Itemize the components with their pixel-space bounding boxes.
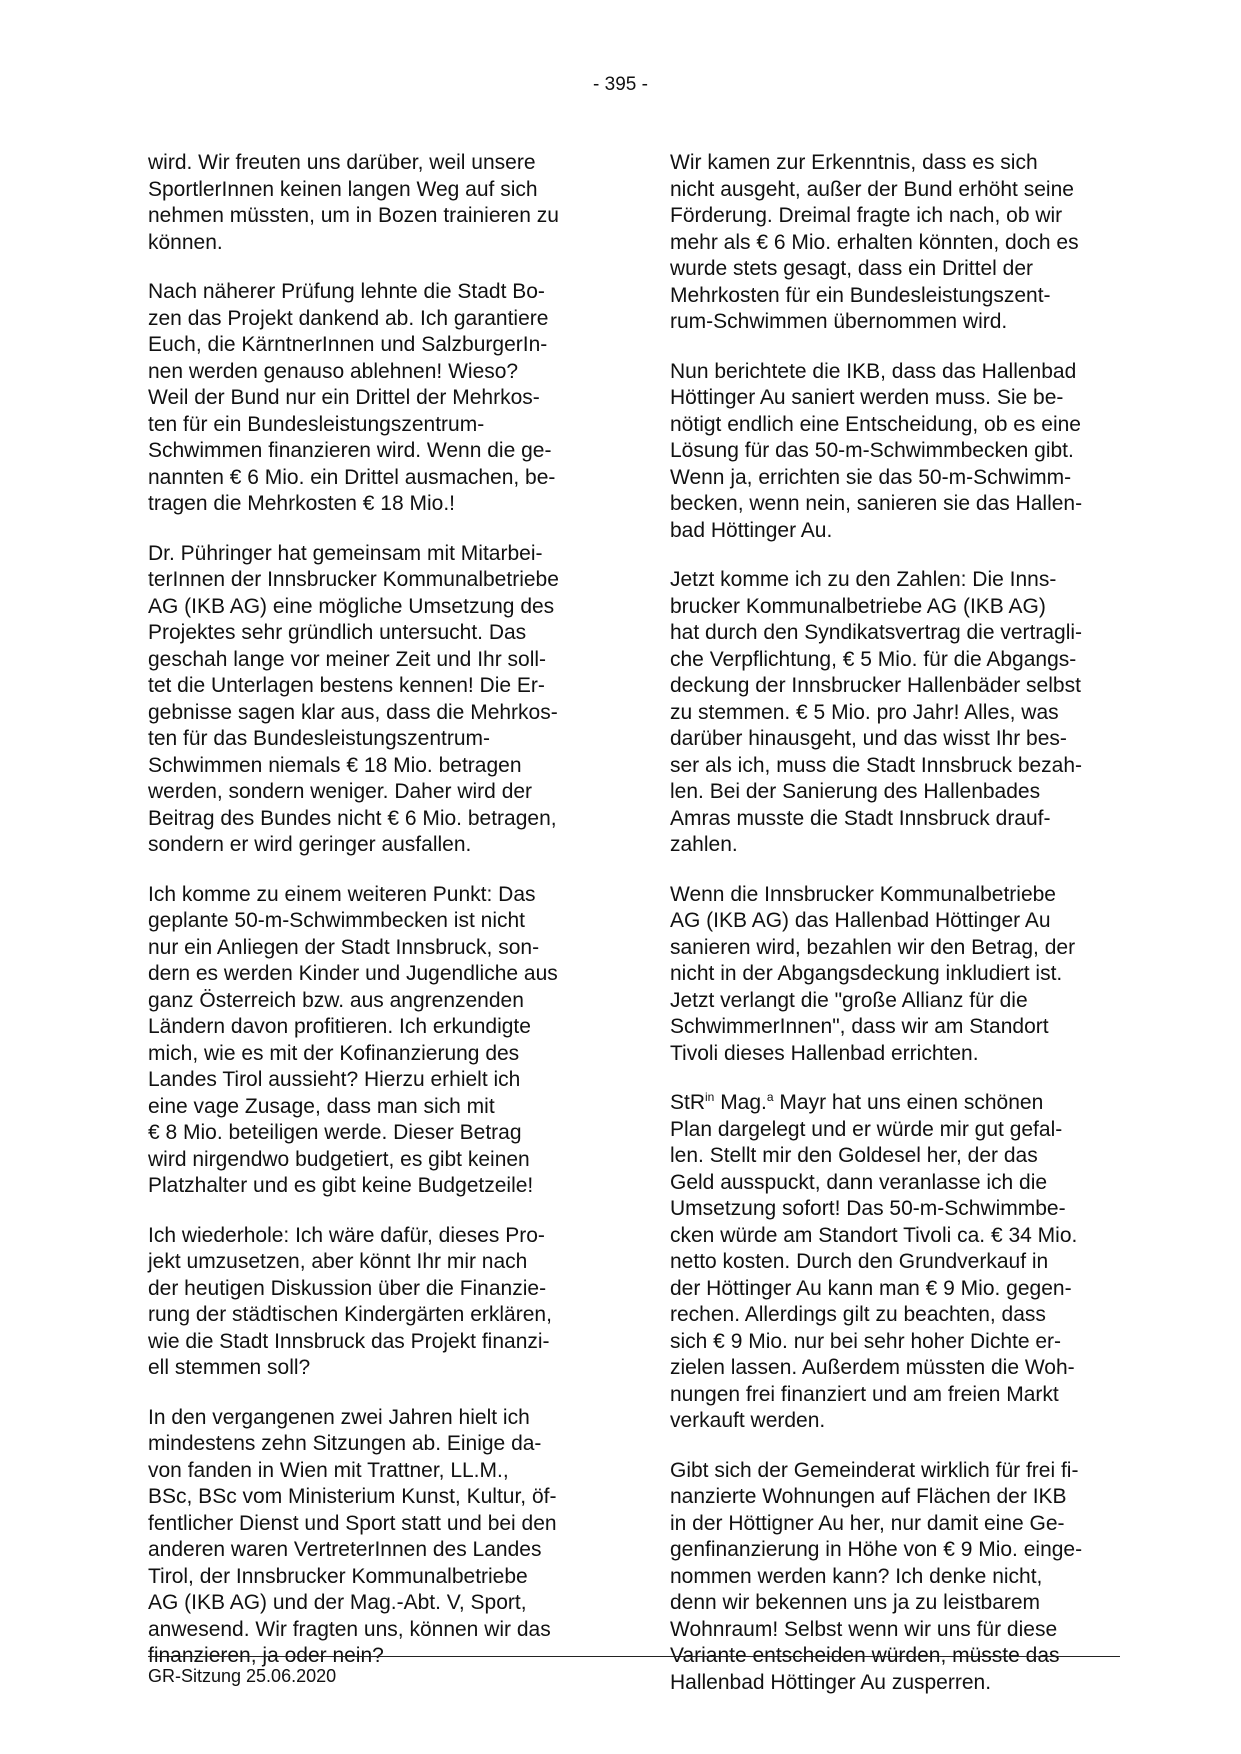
paragraph: Nun berichtete die IKB, dass das Hallenbad Höttinger Au saniert werden muss. Sie be- nötigt endlich eine Entscheidung, ob es eine Lösung für das 50-m-Schwimmbecken gibt. Wenn ja, errichten sie das 50-m-Schwimm- becken, wenn nein, sanieren sie das Hallen- bad Höttinger Au. [670, 359, 1083, 542]
paragraph: Nach näherer Prüfung lehnte die Stadt Bo- zen das Projekt dankend ab. Ich garantiere Euch, die KärntnerInnen und SalzburgerIn- nen werden genauso ablehnen! Wieso? Weil der Bund nur ein Drittel der Mehrkos- ten für ein Bundesleistungszentrum- Schwimmen finanzieren wird. Wenn die ge- nannten € 6 Mio. ein Drittel ausmachen, be- tragen die Mehrkosten € 18 Mio.! [148, 280, 556, 515]
paragraph: wird. Wir freuten uns darüber, weil unsere SportlerInnen keinen langen Weg auf sich nehmen müssten, um in Bozen trainieren zu können. [148, 151, 559, 254]
left-column [148, 150, 598, 1693]
paragraph: Wenn die Innsbrucker Kommunalbetriebe AG (IKB AG) das Hallenbad Höttinger Au sanieren wird, bezahlen wir den Betrag, der nicht in der Abgangsdeckung inkludiert ist. Jetzt verlangt die "große Allianz für die SchwimmerInnen", dass wir am Standort Tivoli dieses Hallenbad errichten. [670, 882, 1076, 1065]
paragraph: In den vergangenen zwei Jahren hielt ich mindestens zehn Sitzungen ab. Einige da- von fanden in Wien mit Trattner, LL.M., BSc, BSc vom Ministerium Kunst, Kultur, öf- fentlicher Dienst und Sport statt und bei den anderen waren VertreterInnen des Landes Tirol, der Innsbrucker Kommunalbetriebe AG (IKB AG) und der Mag.-Abt. V, Sport, anwesend. Wir fragten uns, können wir das finanzieren, ja oder nein? [148, 1405, 557, 1667]
paragraph: Gibt sich der Gemeinderat wirklich für frei fi- nanzierte Wohnungen auf Flächen der IKB in der Höttigner Au her, nur damit eine Ge- genfinanzierung in Höhe von € 9 Mio. einge- nommen werden kann? Ich denke nicht, denn wir bekennen uns ja zu leistbarem Wohnraum! Selbst wenn wir uns für diese Variante entscheiden würden, müsste das Hallenbad Höttinger Au zusperren. [670, 1458, 1083, 1694]
footer-session-date: GR-Sitzung 25.06.2020 [148, 1666, 337, 1686]
page-number: - 395 - [593, 74, 648, 95]
paragraph-body: Mayr hat uns einen schönen Plan dargelegt und er würde mir gut gefal- len. Stellt mir den Goldesel her, der das Geld ausspuckt, dann veranlasse ich die Umsetzung sofort! Das 50-m-Schwimmbe- cken würde am Standort Tivoli ca. € 34 Mio. netto kosten. Durch den Grundverkauf in der Höttinger Au kann man € 9 Mio. gegen- rechen. Allerdings gilt zu beachten, dass sich € 9 Mio. nur bei sehr hoher Dichte er- zielen lassen. Außerdem müssten die Woh- nungen frei finanziert und am freien Markt verkauft werden. [670, 1091, 1078, 1432]
title-prefix-superscript: in [705, 1090, 715, 1104]
paragraph: Ich komme zu einem weiteren Punkt: Das geplante 50-m-Schwimmbecken ist nicht nur ein Anliegen der Stadt Innsbruck, son- dern es werden Kinder und Jugendliche aus ganz Österreich bzw. aus angrenzenden Ländern davon profitieren. Ich erkundigte mich, wie es mit der Kofinanzierung des Landes Tirol aussieht? Hierzu erhielt ich eine vage Zusage, dass man sich mit € 8 Mio. beteiligen werde. Dieser Betrag wird nirgendwo budgetiert, es gibt keinen Platzhalter und es gibt keine Budgetzeile! [148, 882, 558, 1197]
footer-divider [148, 1656, 1120, 1657]
academic-title-superscript: a [766, 1090, 774, 1104]
right-column [670, 150, 1120, 1719]
paragraph: Dr. Pühringer hat gemeinsam mit Mitarbei- terInnen der Innsbrucker Kommunalbetriebe AG (IKB AG) eine mögliche Umsetzung des Projektes sehr gründlich untersucht. Das geschah lange vor meiner Zeit und Ihr soll- tet die Unterlagen bestens kennen! Die Er- gebnisse sagen klar aus, dass die Mehrkos- ten für das Bundesleistungszentrum- Schwimmen niemals € 18 Mio. betragen werden, sondern weniger. Daher wird der Beitrag des Bundes nicht € 6 Mio. betragen, sondern er wird geringer ausfallen. [148, 541, 559, 856]
paragraph: Wir kamen zur Erkenntnis, dass es sich nicht ausgeht, außer der Bund erhöht seine Förderung. Dreimal fragte ich nach, ob wir mehr als € 6 Mio. erhalten könnten, doch es wurde stets gesagt, dass ein Drittel der Mehrkosten für ein Bundesleistungszent- rum-Schwimmen übernommen wird. [670, 151, 1079, 333]
paragraph: Jetzt komme ich zu den Zahlen: Die Inns- brucker Kommunalbetriebe AG (IKB AG) hat durch den Syndikatsvertrag die vertragli- che Verpflichtung, € 5 Mio. für die Abgangs- deckung der Innsbrucker Hallenbäder selbst zu stemmen. € 5 Mio. pro Jahr! Alles, was darüber hinausgeht, und das wisst Ihr bes- ser als ich, muss die Stadt Innsbruck bezah- len. Bei der Sanierung des Hallenbades Amras musste die Stadt Innsbruck drauf- zahlen. [670, 568, 1083, 856]
paragraph-strin-mayr [670, 1090, 1120, 1435]
paragraph: Ich wiederhole: Ich wäre dafür, dieses Pro- jekt umzusetzen, aber könnt Ihr mir nach der heutigen Diskussion über die Finanzie- rung der städtischen Kindergärten erklären, wie die Stadt Innsbruck das Projekt finanzi- ell stemmen soll? [148, 1223, 552, 1379]
title-prefix: StR [670, 1091, 706, 1114]
academic-title: Mag. [714, 1091, 767, 1114]
